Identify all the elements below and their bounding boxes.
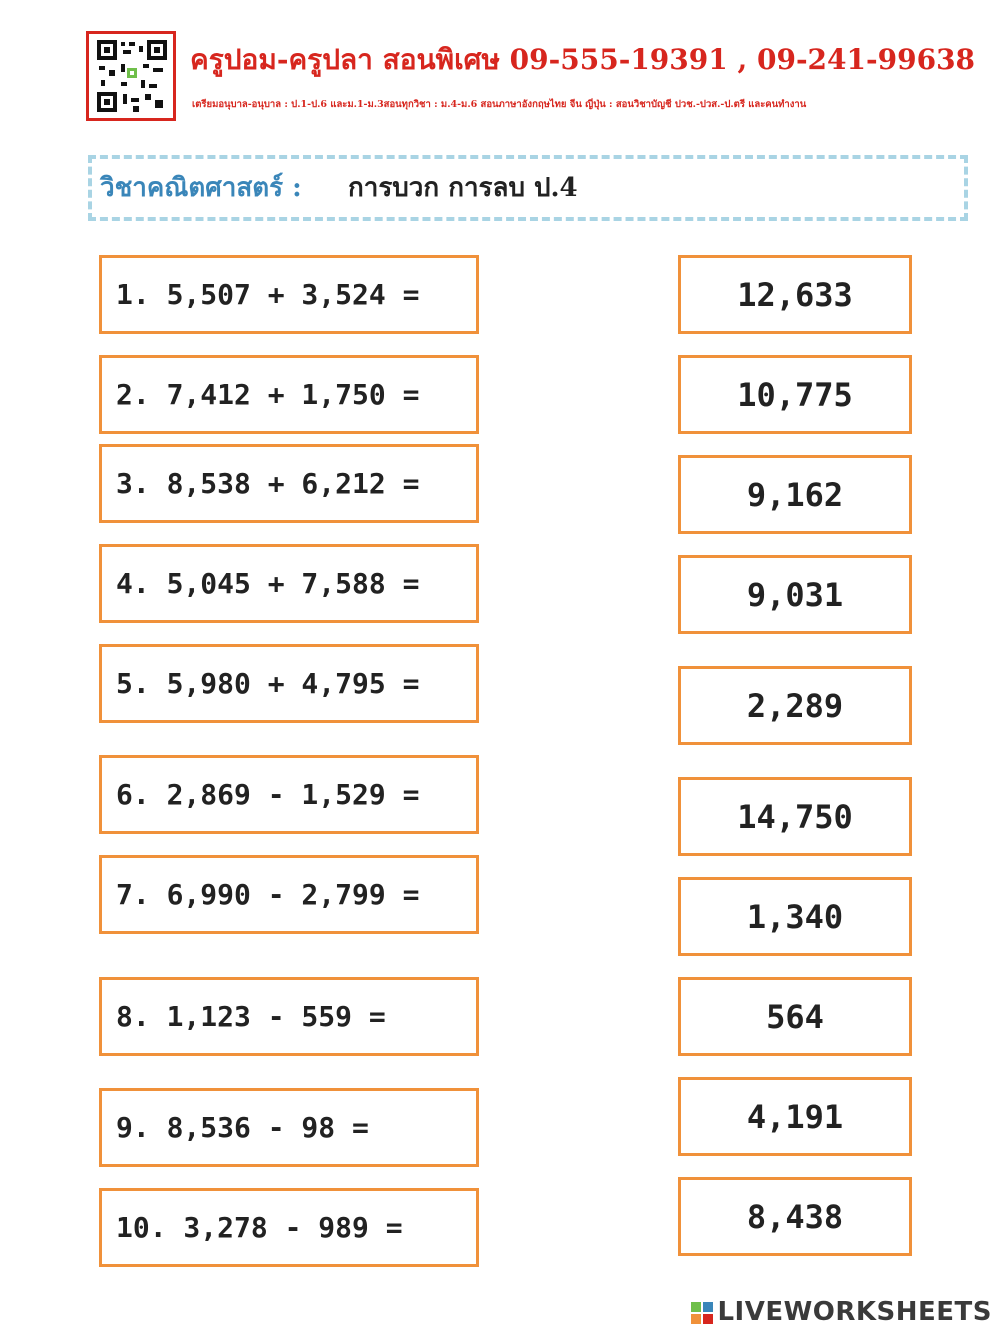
answer-card[interactable]: 9,031 [678, 555, 912, 634]
liveworksheets-logo-icon [691, 1301, 713, 1323]
answer-card[interactable]: 4,191 [678, 1077, 912, 1156]
answer-card[interactable]: 8,438 [678, 1177, 912, 1256]
answer-card[interactable]: 14,750 [678, 777, 912, 856]
question-box: 7. 6,990 - 2,799 = [99, 855, 479, 934]
question-box: 2. 7,412 + 1,750 = [99, 355, 479, 434]
question-box: 6. 2,869 - 1,529 = [99, 755, 479, 834]
question-box: 9. 8,536 - 98 = [99, 1088, 479, 1167]
subject-label: วิชาคณิตศาสตร์ : [100, 173, 302, 203]
question-box: 8. 1,123 - 559 = [99, 977, 479, 1056]
question-box: 1. 5,507 + 3,524 = [99, 255, 479, 334]
watermark [691, 1297, 992, 1327]
header-title: ครูปอม-ครูปลา สอนพิเศษ 09-555-19391 , 09-241-99638 [190, 43, 976, 76]
answer-card[interactable]: 2,289 [678, 666, 912, 745]
header-subtitle: เตรียมอนุบาล-อนุบาล : ป.1-ป.6 และม.1-ม.3สอนทุกวิชา : ม.4-ม.6 สอนภาษาอังกฤษไทย จีน ญี่ปุ่น : สอนวิชาบัญชี ปวช.-ปวส.-ป.ตรี และคนทำงาน [192, 99, 807, 110]
answer-card[interactable]: 9,162 [678, 455, 912, 534]
question-box: 5. 5,980 + 4,795 = [99, 644, 479, 723]
watermark-text: LIVEWORKSHEETS [717, 1297, 992, 1327]
answer-card[interactable]: 10,775 [678, 355, 912, 434]
answer-card[interactable]: 1,340 [678, 877, 912, 956]
qr-code-icon [86, 31, 176, 121]
question-box: 10. 3,278 - 989 = [99, 1188, 479, 1267]
question-box: 3. 8,538 + 6,212 = [99, 444, 479, 523]
answer-card[interactable]: 564 [678, 977, 912, 1056]
subject-topic: การบวก การลบ ป.4 [348, 173, 578, 203]
question-box: 4. 5,045 + 7,588 = [99, 544, 479, 623]
answer-card[interactable]: 12,633 [678, 255, 912, 334]
